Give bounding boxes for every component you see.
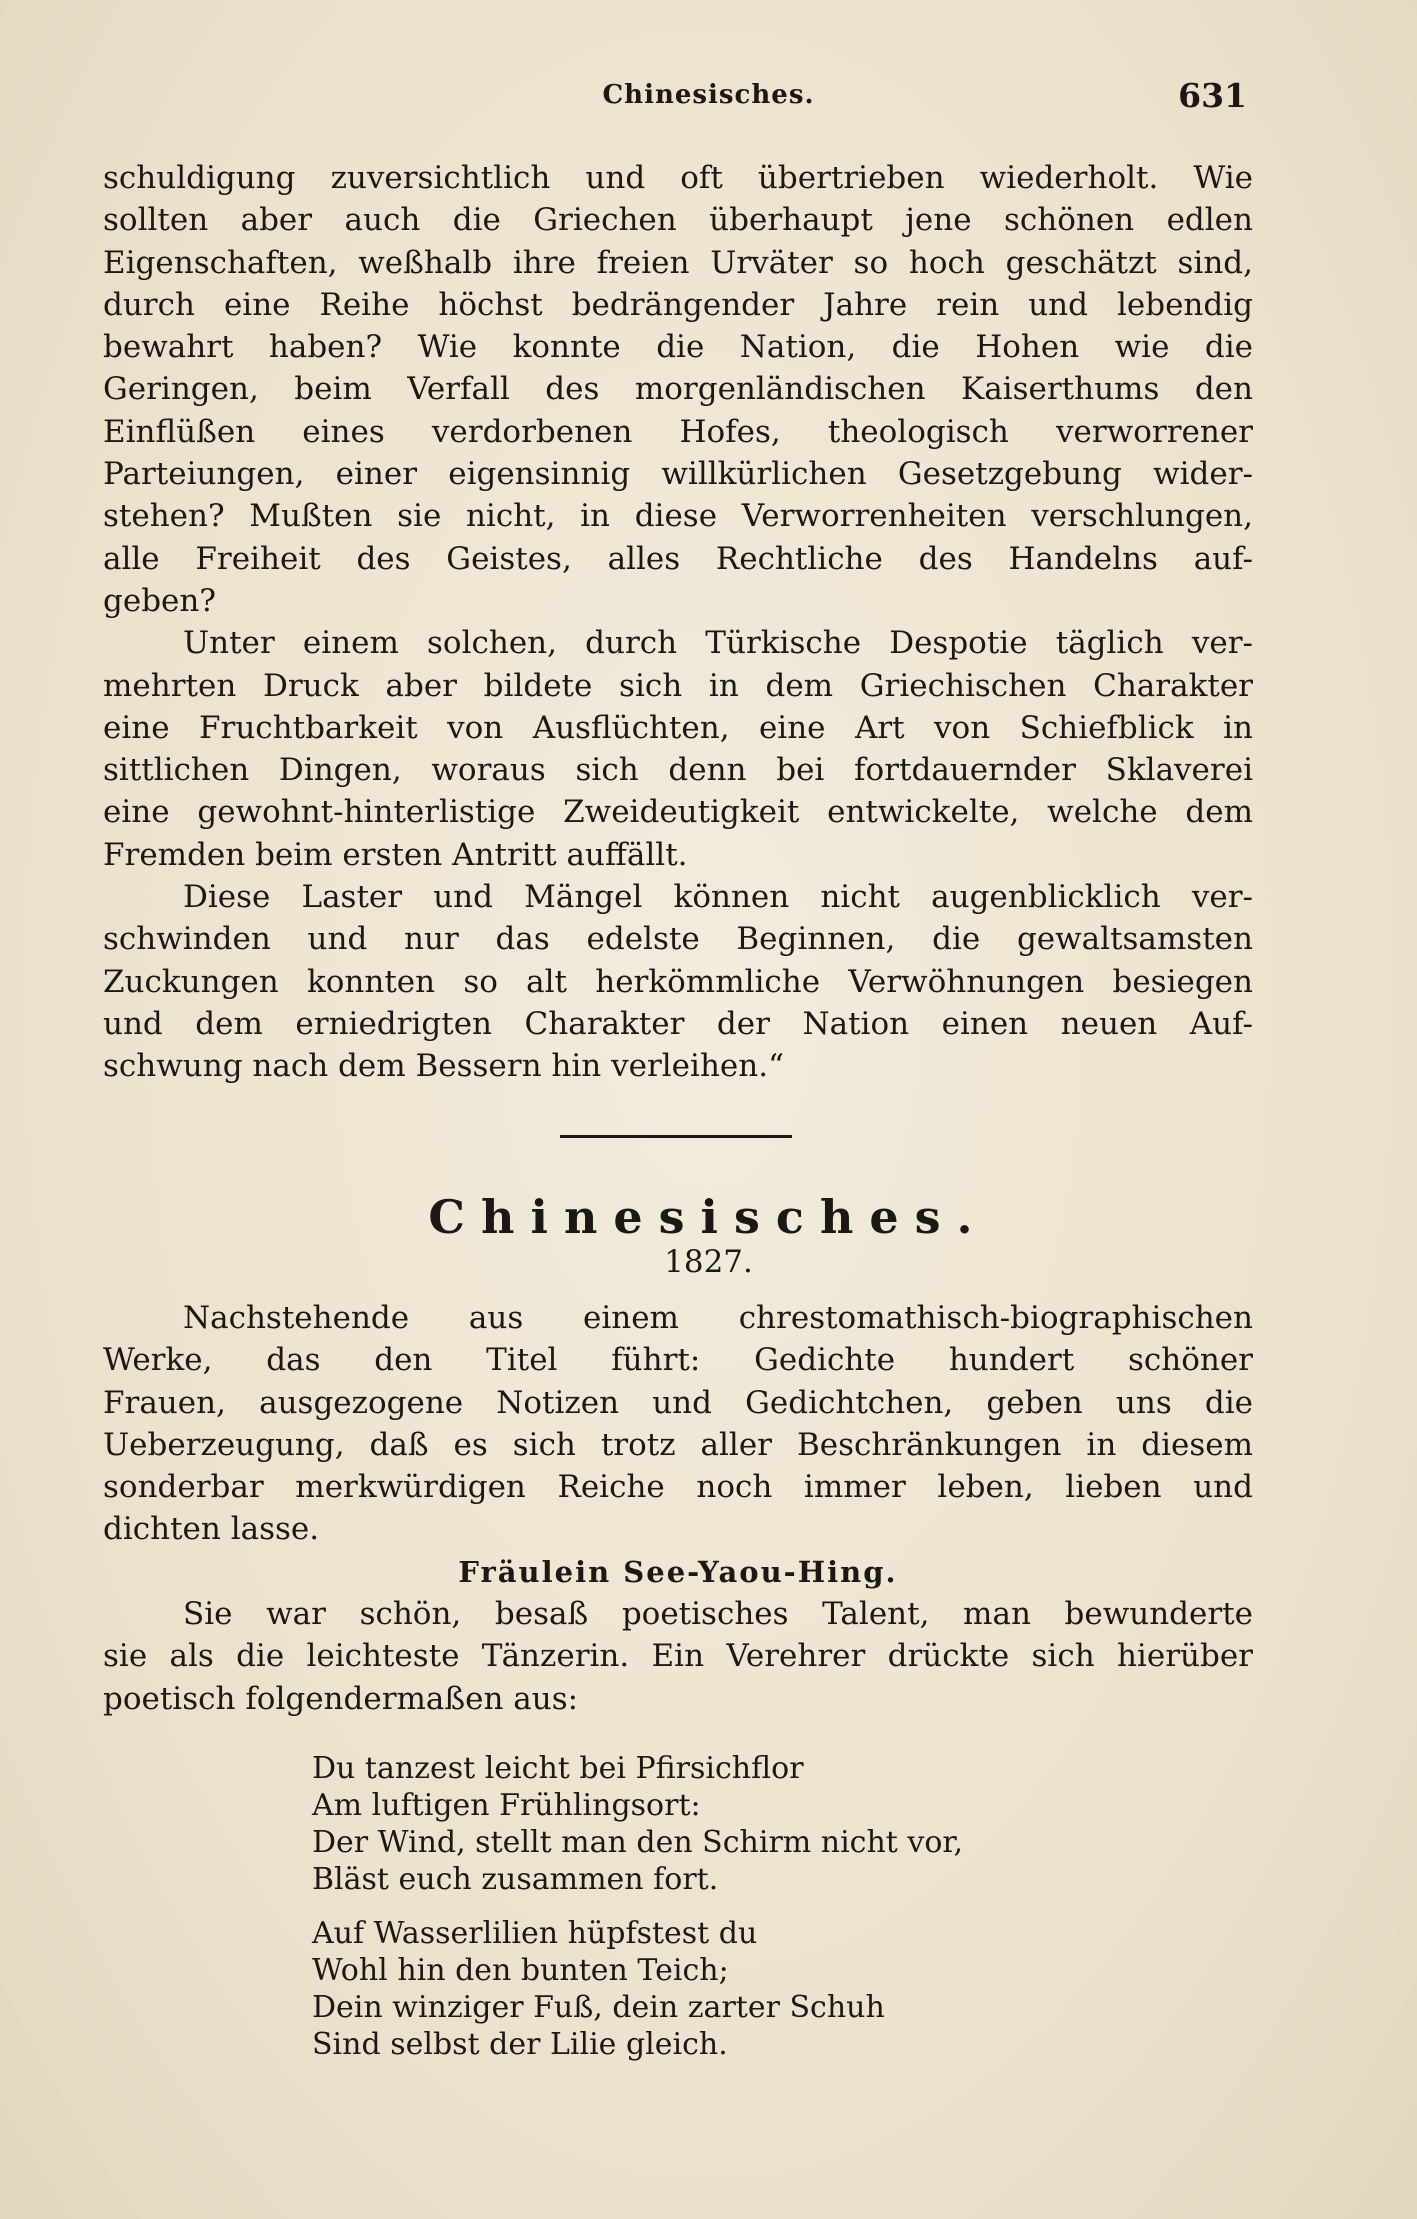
text-line: eine Fruchtbarkeit von Ausflüchten, eine Art von Schiefblick in [103,709,1253,746]
text-line: mehrten Druck aber bildete sich in dem Griechischen Charakter [103,667,1253,704]
text-line: Werke, das den Titel führt: Gedichte hundert schöner [103,1342,1253,1379]
text-line: Eigenschaften, weßhalb ihre freien Urväter so hoch geschätzt sind, [103,244,1253,281]
verse-line: Bläst euch zusammen fort. [312,1862,719,1897]
verse-line: Wohl hin den bunten Teich; [312,1953,729,1988]
text-line: alle Freiheit des Geistes, alles Rechtliche des Handelns auf- [103,540,1253,577]
verse-line: Auf Wasserlilien hüpfstest du [312,1916,758,1951]
text-line: Unter einem solchen, durch Türkische Despotie täglich ver- [183,625,1253,662]
text-line: Frauen, ausgezogene Notizen und Gedichtchen, geben uns die [103,1384,1253,1421]
text-line: bewahrt haben? Wie konnte die Nation, die Hohen wie die [103,329,1253,366]
text-line: sie als die leichteste Tänzerin. Ein Verehrer drückte sich hierüber [103,1638,1253,1675]
text-line: Parteiungen, einer eigensinnig willkürlichen Gesetzgebung wider- [103,456,1253,493]
text-line: Sie war schön, besaß poetisches Talent, man bewunderte [183,1596,1253,1633]
continuation-paragraph [103,157,1253,1088]
text-line: durch eine Reihe höchst bedrängender Jahre rein und lebendig [103,286,1253,323]
section-divider [560,1135,792,1138]
text-line: Ueberzeugung, daß es sich trotz aller Beschränkungen in diesem [103,1426,1253,1463]
poem [312,1750,1112,2063]
text-line: dichten lasse. [103,1511,320,1548]
text-line: schwung nach dem Bessern hin verleihen.“ [103,1048,784,1085]
text-line: schuldigung zuversichtlich und oft übertrieben wiederholt. Wie [103,160,1253,196]
running-title: Chinesisches. [602,80,815,110]
text-line: sollten aber auch die Griechen überhaupt jene schönen edlen [103,202,1253,239]
text-line: sittlichen Dingen, woraus sich denn bei fortdauernder Sklaverei [103,752,1253,789]
verse-line: Am luftigen Frühlingsort: [312,1788,701,1823]
text-line: stehen? Mußten sie nicht, in diese Verworrenheiten verschlungen, [103,498,1253,535]
verse-line: Dein winziger Fuß, dein zarter Schuh [312,1990,885,2025]
text-line: Nachstehende aus einem chrestomathisch-biographischen [183,1300,1253,1336]
text-line: Einflüßen eines verdorbenen Hofes, theologisch verworrener [103,413,1253,450]
text-line: poetisch folgendermaßen aus: [103,1680,579,1717]
text-line: und dem erniedrigten Charakter der Nation einen neuen Auf- [103,1005,1253,1042]
text-line: geben? [103,582,216,619]
stanza-gap [312,1898,1112,1915]
subsection-heading: Fräulein See-Yaou-Hing. [458,1554,898,1589]
section-title: Chinesisches. [428,1190,989,1244]
text-line: sonderbar merkwürdigen Reiche noch immer leben, lieben und [103,1469,1253,1506]
verse-line: Sind selbst der Lilie gleich. [312,2027,728,2062]
text-line: Diese Laster und Mängel können nicht augenblicklich ver- [183,879,1253,916]
text-line: schwinden und nur das edelste Beginnen, die gewaltsamsten [103,921,1253,958]
text-line: Geringen, beim Verfall des morgenländischen Kaiserthums den [103,371,1253,408]
text-line: eine gewohnt-hinterlistige Zweideutigkeit entwickelte, welche dem [103,794,1253,831]
intro-paragraph [103,1297,1253,1720]
section-year: 1827. [664,1244,753,1280]
text-line: Fremden beim ersten Antritt auffällt. [103,836,688,873]
verse-line: Du tanzest leicht bei Pfirsichflor [312,1751,804,1786]
poem-stanza-1 [312,1750,1112,1898]
text-line: Zuckungen konnten so alt herkömmliche Verwöhnungen besiegen [103,963,1253,1000]
page-number: 631 [1178,76,1247,115]
poem-stanza-2 [312,1915,1112,2063]
running-head [0,76,1417,120]
verse-line: Der Wind, stellt man den Schirm nicht vor, [312,1825,963,1860]
